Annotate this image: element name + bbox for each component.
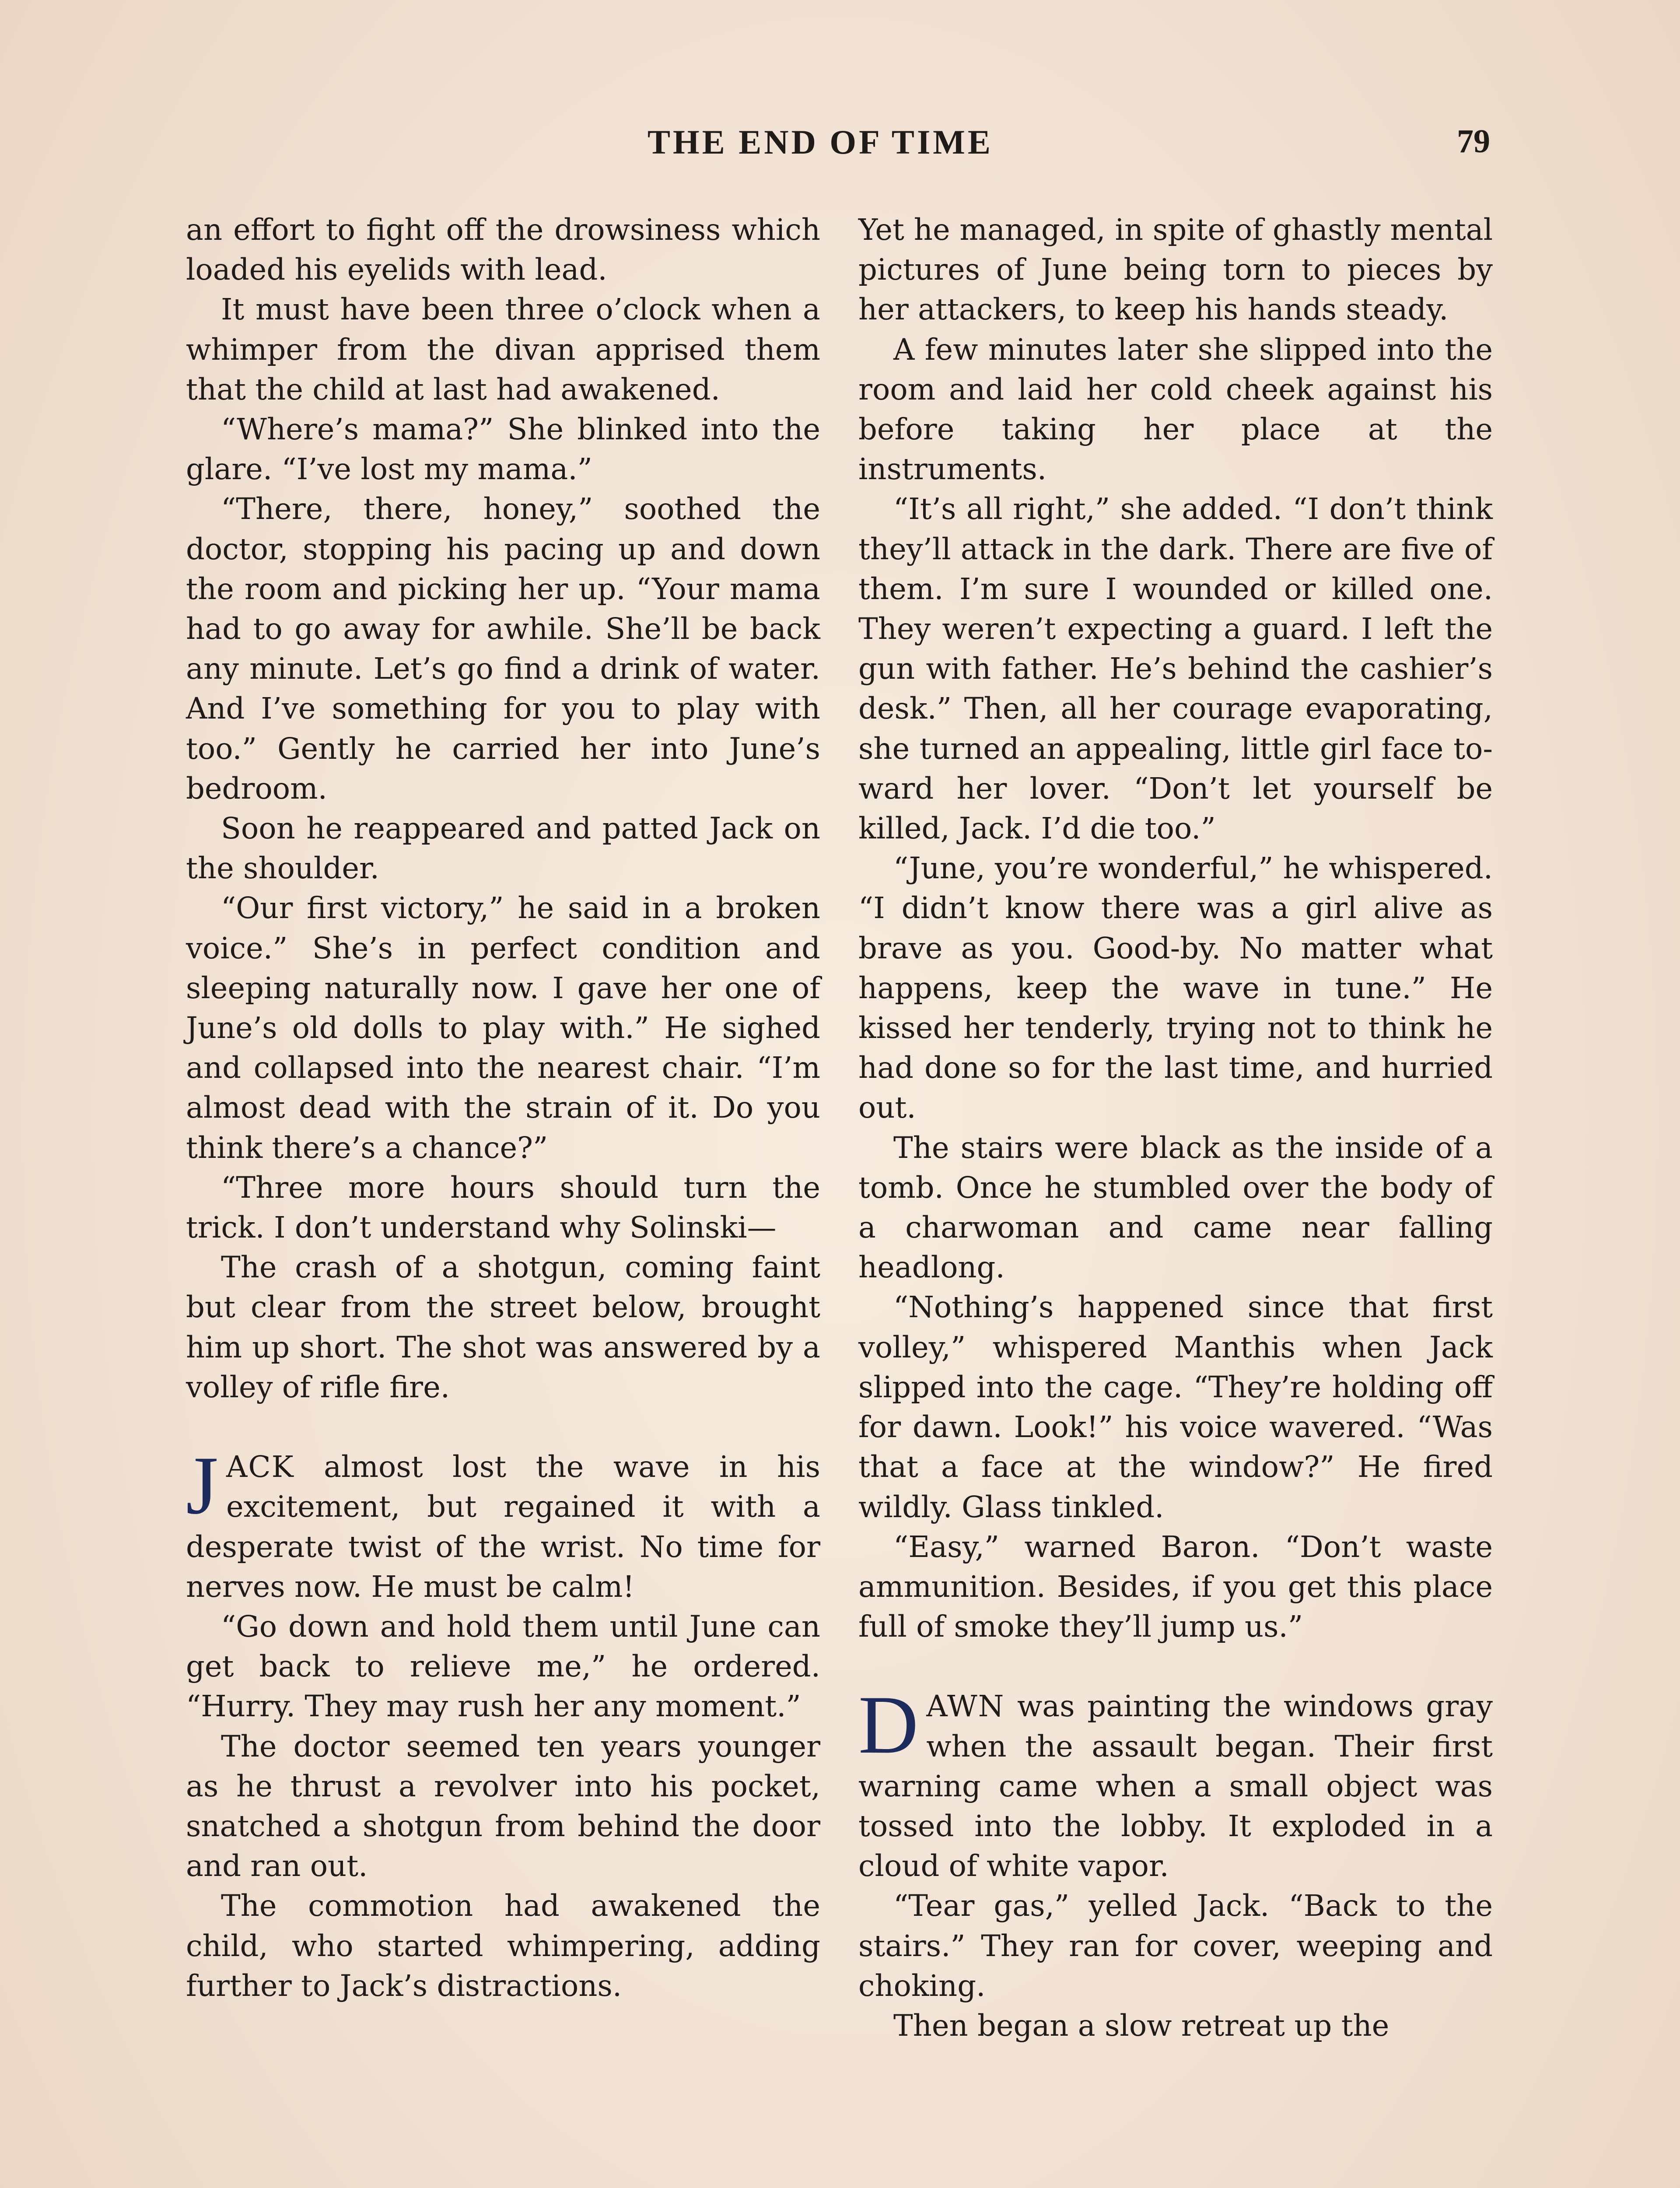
paragraph: “Go down and hold them until June can get back to relieve me,” he ordered. “Hurry. They may rush her any moment.” — [186, 1609, 820, 1724]
page-number: 79 — [1457, 123, 1490, 160]
small-caps-lead: ACK — [226, 1450, 294, 1484]
paragraph: “June, you’re wonderful,” he whispered. “I didn’t know there was a girl alive as brave as you. Good-by. No matter what happens, keep the wave in tune.” He kissed her tenderly, trying not to think he had done so for the last time, and hurried out. — [858, 851, 1493, 1125]
paragraph: “Our first victory,” he said in a broken voice.” She’s in perfect condition and sleeping naturally now. I gave her one of June’s old dolls to play with.” He sighed and collapsed into the nearest chair. “I’m almost dead with the strain of it. Do you think there’s a chance?” — [186, 891, 820, 1165]
paragraph-text: was painting the windows gray when the assault began. Their first warning came when a small object was tossed into the lobby. It exploded in a cloud of white vapor. — [858, 1689, 1493, 1883]
paragraph: It must have been three o’clock when a whimper from the divan apprised them that the child at last had awakened. — [186, 292, 820, 407]
paragraph: Yet he managed, in spite of ghastly mental pictures of June being torn to pieces by her attackers, to keep his hands steady. — [858, 213, 1493, 327]
paragraph: “Nothing’s happened since that first volley,” whispered Manthis when Jack slipped into the cage. “They’re holding off for dawn. Look!” his voice wavered. “Was that a face at the window?” He fired wildly. Glass tinkled. — [858, 1290, 1493, 1524]
paragraph-text: almost lost the wave in his excitement, but regained it with a desperate twist of the wrist. No time for nerves now. He must be calm! — [186, 1450, 820, 1604]
paragraph: The doctor seemed ten years younger as he thrust a revolver into his pocket, snatched a shotgun from behind the door and ran out. — [186, 1729, 820, 1883]
drop-cap: D — [858, 1679, 919, 1771]
paragraph: The crash of a shotgun, coming faint but clear from the street below, brought him up short. The shot was answered by a volley of rifle fire. — [186, 1250, 820, 1404]
running-head — [0, 123, 1680, 171]
paragraph: an effort to fight off the drowsiness which loaded his eyelids with lead. — [186, 213, 820, 287]
running-title: THE END OF TIME — [648, 123, 993, 161]
paragraph: A few minutes later she slipped into the room and laid her cold cheek against his before taking her place at the instruments. — [858, 332, 1493, 487]
paragraph: “It’s all right,” she added. “I don’t think they’ll attack in the dark. There are five of them. I’m sure I wounded or killed one. They weren’t expecting a guard. I left the gun with father. He’s behind the cashier’s desk.” Then, all her courage evaporating, she turned an appealing, little girl face toward her lover. “Don’t let yourself be killed, Jack. I’d die too.” — [858, 492, 1493, 846]
paragraph: “Three more hours should turn the trick. I don’t understand why Solinski— — [186, 1170, 820, 1245]
drop-cap: J — [186, 1440, 218, 1532]
paragraph: “Where’s mama?” She blinked into the glare. “I’ve lost my mama.” — [186, 412, 820, 487]
paragraph: “Easy,” warned Baron. “Don’t waste ammunition. Besides, if you get this place full of smoke they’ll jump us.” — [858, 1529, 1493, 1644]
paragraph: “There, there, honey,” soothed the doctor, stopping his pacing up and down the room and picking her up. “Your mama had to go away for awhile. She’ll be back any minute. Let’s go find a drink of water. And I’ve something for you to play with too.” Gently he carried her into June’s bedroom. — [186, 492, 820, 806]
right-column — [858, 210, 1493, 2046]
section-opening-paragraph — [858, 1679, 1493, 1886]
paragraph: Soon he reappeared and patted Jack on the shoulder. — [186, 811, 820, 886]
paragraph: The commotion had awakened the child, who started whimpering, adding further to Jack’s distractions. — [186, 1889, 820, 2003]
left-column — [186, 210, 820, 2006]
section-break — [858, 1647, 1493, 1687]
small-caps-lead: AWN — [926, 1689, 1005, 1724]
section-opening-paragraph — [186, 1440, 820, 1607]
paragraph: Then began a slow retreat up the — [893, 2008, 1390, 2043]
paragraph: The stairs were black as the inside of a tomb. Once he stumbled over the body of a charwoman and came near falling headlong. — [858, 1130, 1493, 1285]
paragraph: “Tear gas,” yelled Jack. “Back to the stairs.” They ran for cover, weeping and choking. — [858, 1889, 1493, 2003]
section-break — [186, 1407, 820, 1447]
